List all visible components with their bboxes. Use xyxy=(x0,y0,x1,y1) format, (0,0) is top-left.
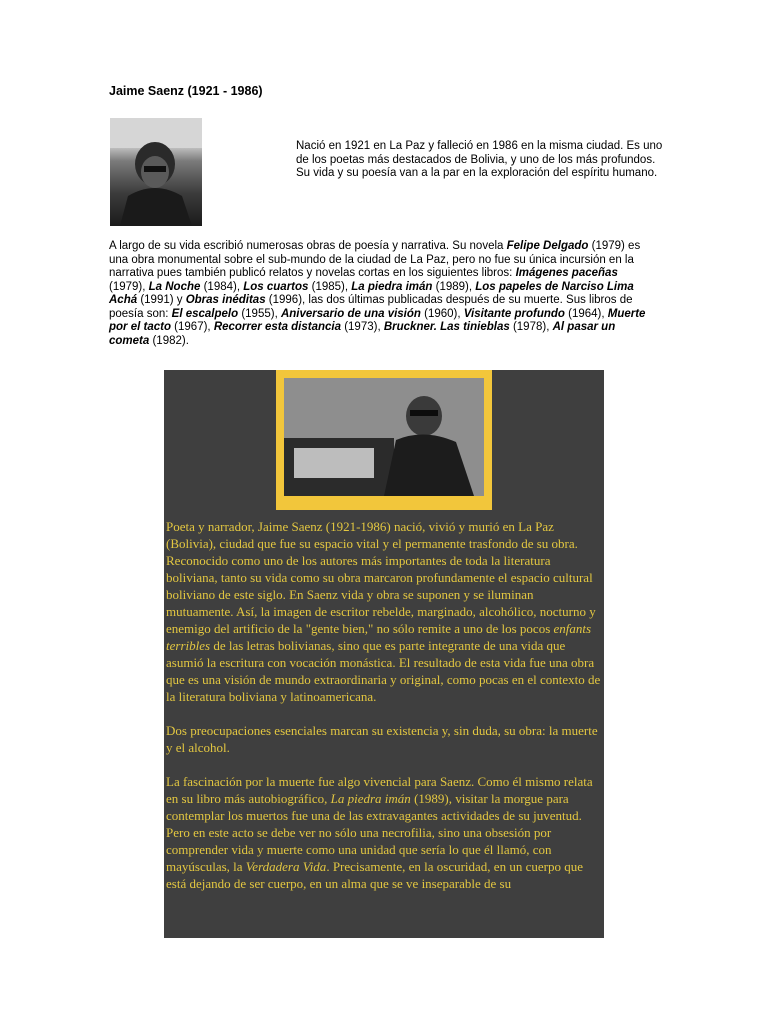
work-title: Aniversario de una visión xyxy=(280,307,421,320)
writer-photo xyxy=(284,378,484,496)
essay-paragraph: La fascinación por la muerte fue algo vivencial para Saenz. Como él mismo relata en su libro más autobiográfico, La piedra imán (1989), visitar la morgue para contemplar los muertos fue una de las extravagantes actividades de su juventud. Pero en este acto se debe ver no sólo una necrofilia, sino una obsesión por comprender vida y muerte como una unidad que sería lo que él llamó, con mayúsculas, la Verdadera Vida. Precisamente, en la oscuridad, en un cuerpo que está dejando de ser cuerpo, en un alma que se ve inseparable de su xyxy=(166,774,593,891)
work-title: Visitante profundo xyxy=(463,307,565,320)
work-title: Muerte por el tacto xyxy=(109,307,646,333)
writer-photo-frame xyxy=(276,370,492,510)
work-title: Obras inéditas xyxy=(185,294,266,306)
essay-panel xyxy=(164,370,604,938)
work-title: Los papeles de Narciso Lima Achá xyxy=(109,280,634,306)
intro-paragraph: Nació en 1921 en La Paz y falleció en 1986 en la misma ciudad. Es uno de los poetas más destacados de Bolivia, y uno de los más profundos. Su vida y su poesía van a la par en la exploración del espíritu humano. xyxy=(296,140,663,179)
work-title: Recorrer esta distancia xyxy=(213,321,342,333)
work-title: Al pasar un cometa xyxy=(109,321,616,347)
page-title: Jaime Saenz (1921 - 1986) xyxy=(109,84,263,98)
work-title: Los cuartos xyxy=(243,280,309,293)
bio-paragraph: A largo de su vida escribió numerosas obras de poesía y narrativa. Su novela Felipe Delgado (1979) es una obra monumental sobre el sub-mundo de la ciudad de La Paz, pero no fue su única incursión en la narrativa pues también publicó relatos y novelas cortas en los siguientes libros: Imágenes paceñas (1979), La Noche (1984), Los cuartos (1985), La piedra imán (1989), Los papeles de Narciso Lima Achá (1991) y Obras inéditas (1996), las dos últimas publicadas después de su muerte. Sus libros de poesía son: El escalpelo (1955), Aniversario de una visión (1960), Visitante profundo (1964), Muerte por el tacto (1967), Recorrer esta distancia (1973), Bruckner. Las tinieblas (1978), Al pasar un cometa (1982). xyxy=(109,240,646,347)
portrait-photo xyxy=(110,118,202,226)
work-title: Imágenes paceñas xyxy=(515,267,618,279)
essay-paragraph: Poeta y narrador, Jaime Saenz (1921-1986) nació, vivió y murió en La Paz (Bolivia), ciudad que fue su espacio vital y el permanente trasfondo de su obra. Reconocido como uno de los autores más importantes de toda la literatura boliviana, tanto su vida como su obra marcaron profundamente el espacio cultural boliviano de este siglo. En Saenz vida y obra se suponen y se iluminan mutuamente. Así, la imagen de escritor rebelde, marginado, alcohólico, nocturno y enemigo del artificio de la "gente bien," no sólo remite a uno de los pocos enfants terribles de las letras bolivianas, sino que es parte integrante de una vida que asumió la escritura con vocación monástica. El resultado de esta vida fue una obra que es una visión de mundo extraordinaria y original, como pocas en el contexto de la literatura boliviana y latinoamericana. xyxy=(166,519,601,704)
work-title: La piedra imán xyxy=(351,280,433,293)
work-title: El escalpelo xyxy=(171,307,239,320)
work-title: Bruckner. Las tinieblas xyxy=(383,321,510,333)
work-title: Felipe Delgado xyxy=(506,240,589,252)
work-title: La Noche xyxy=(148,280,201,293)
essay-text xyxy=(166,518,602,909)
essay-paragraph: Dos preocupaciones esenciales marcan su existencia y, sin duda, su obra: la muerte y el alcohol. xyxy=(166,723,598,755)
